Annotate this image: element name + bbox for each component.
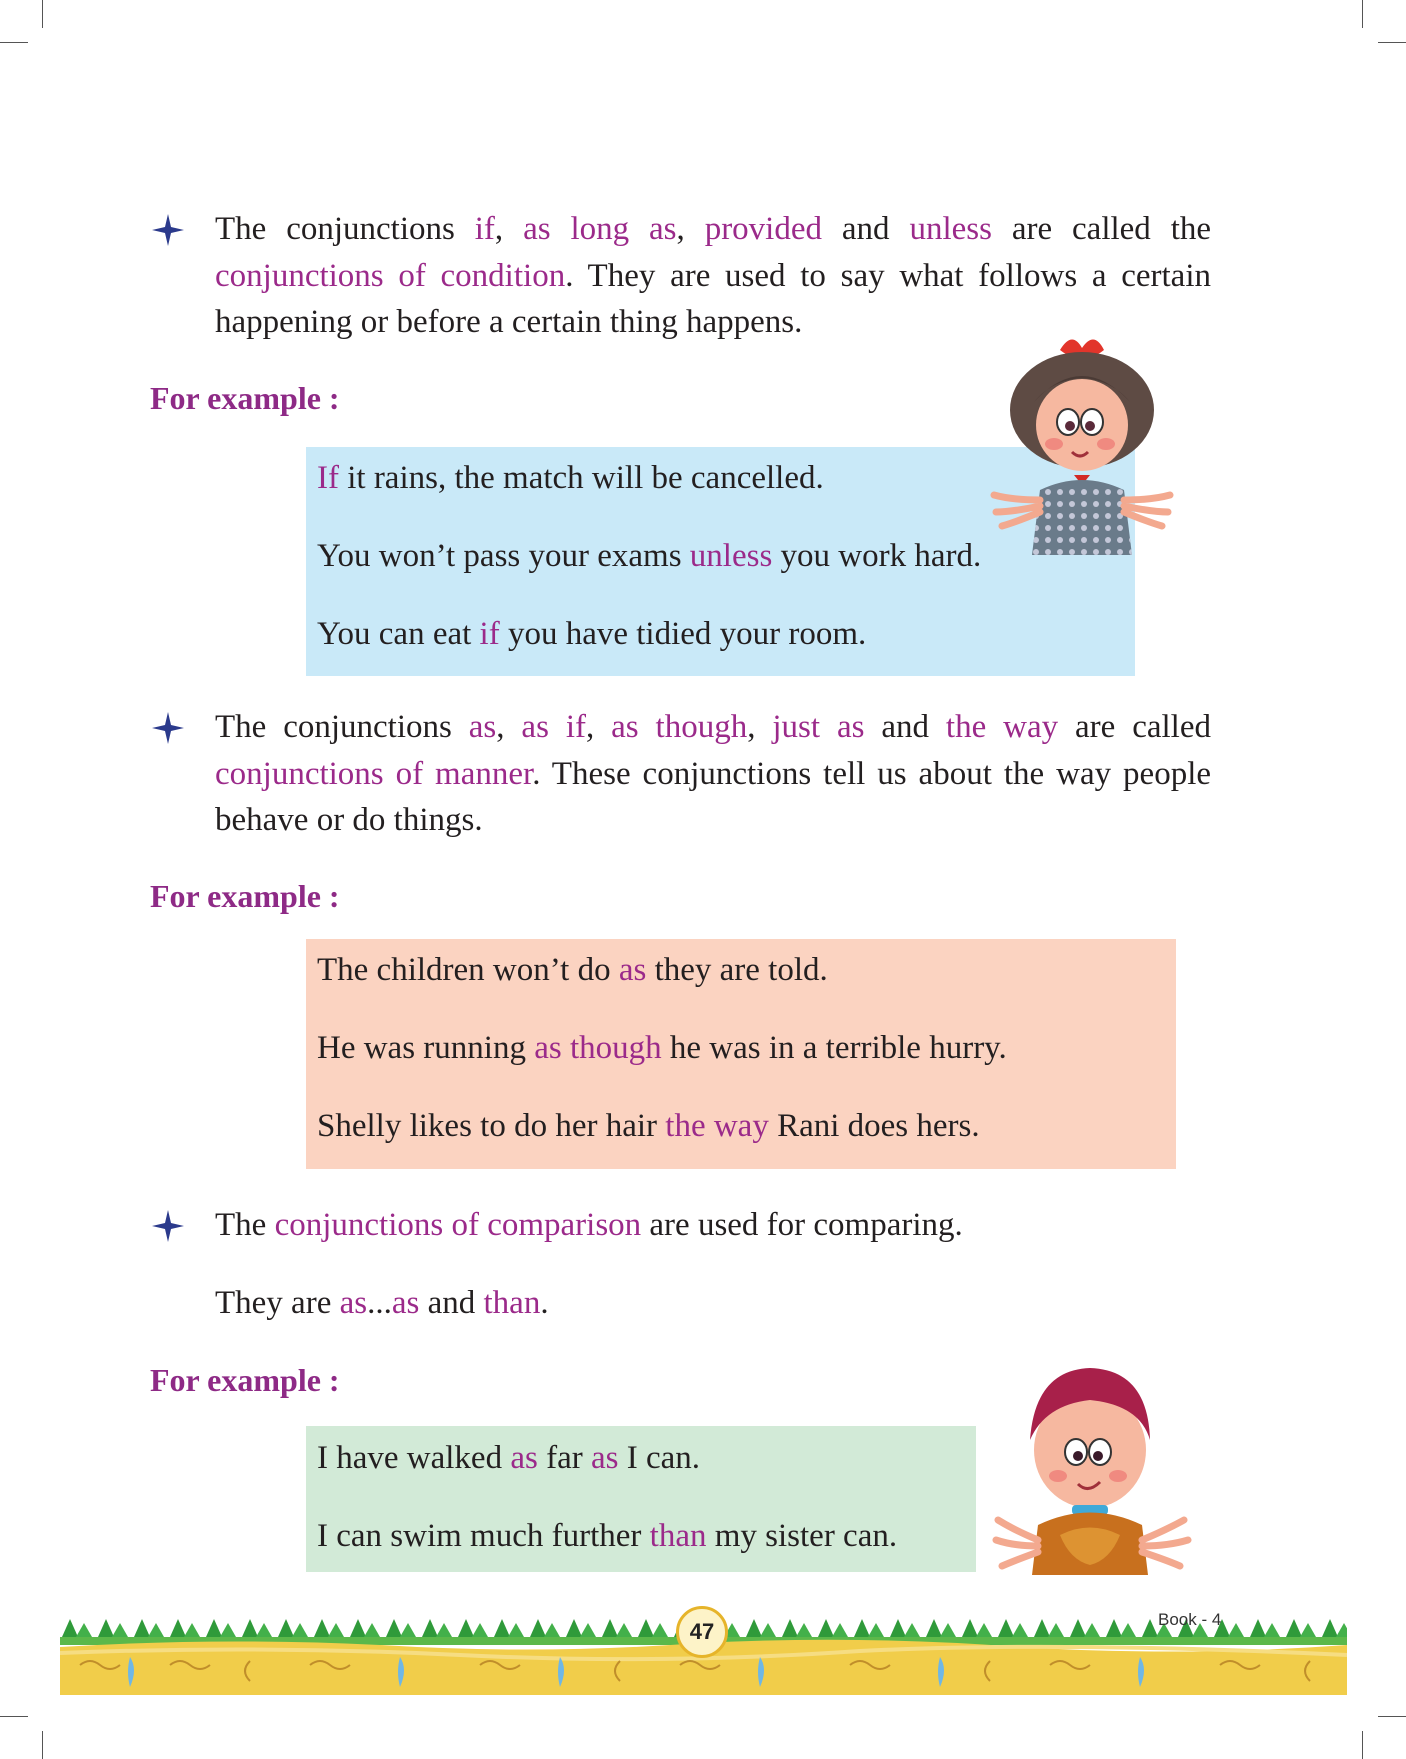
crop-mark bbox=[1378, 42, 1406, 43]
page-number-badge: 47 bbox=[676, 1606, 728, 1658]
crop-mark bbox=[0, 1716, 28, 1717]
star-bullet-icon bbox=[150, 710, 186, 746]
star-bullet-icon bbox=[150, 212, 186, 248]
for-example-label: For example : bbox=[150, 1362, 340, 1398]
crop-mark bbox=[1362, 1731, 1363, 1759]
example-sentence: He was running as though he was in a terrible hurry. bbox=[317, 1030, 1007, 1066]
crop-mark bbox=[0, 42, 28, 43]
example-sentence: The children won’t do as they are told. bbox=[317, 952, 828, 988]
crop-mark bbox=[1378, 1716, 1406, 1717]
example-sentence: I have walked as far as I can. bbox=[317, 1440, 701, 1476]
example-sentence: You can eat if you have tidied your room. bbox=[317, 616, 867, 652]
for-example-label: For example : bbox=[150, 878, 340, 914]
example-sentence: I can swim much further than my sister can. bbox=[317, 1518, 898, 1554]
example-sentence: You won’t pass your exams unless you work hard. bbox=[317, 538, 982, 574]
manner-example-box bbox=[306, 939, 1176, 1169]
for-example-label: For example : bbox=[150, 380, 340, 416]
book-label: Book - 4 bbox=[1158, 1610, 1222, 1629]
crop-mark bbox=[1362, 0, 1363, 28]
star-bullet-icon bbox=[150, 1208, 186, 1244]
condition-paragraph: The conjunctions if, as long as, provided and unless are called the conjunctions of condition. They are used to say what follows a certain happening or before a certain thing happens. bbox=[215, 211, 1212, 340]
girl-cartoon-illustration bbox=[982, 330, 1182, 560]
example-sentence: If it rains, the match will be cancelled. bbox=[317, 460, 824, 496]
manner-paragraph: The conjunctions as, as if, as though, just as and the way are called conjunctions of manner. These conjunctions tell us about the way people behave or do things. bbox=[215, 709, 1212, 838]
crop-mark bbox=[42, 1731, 43, 1759]
boy-cartoon-illustration bbox=[990, 1360, 1200, 1580]
example-sentence: Shelly likes to do her hair the way Rani does hers. bbox=[317, 1108, 980, 1144]
comparison-list-line: They are as...as and than. bbox=[215, 1285, 549, 1321]
comparison-example-box bbox=[306, 1426, 976, 1572]
crop-mark bbox=[42, 0, 43, 28]
comparison-paragraph: The conjunctions of comparison are used for comparing. bbox=[215, 1207, 963, 1243]
